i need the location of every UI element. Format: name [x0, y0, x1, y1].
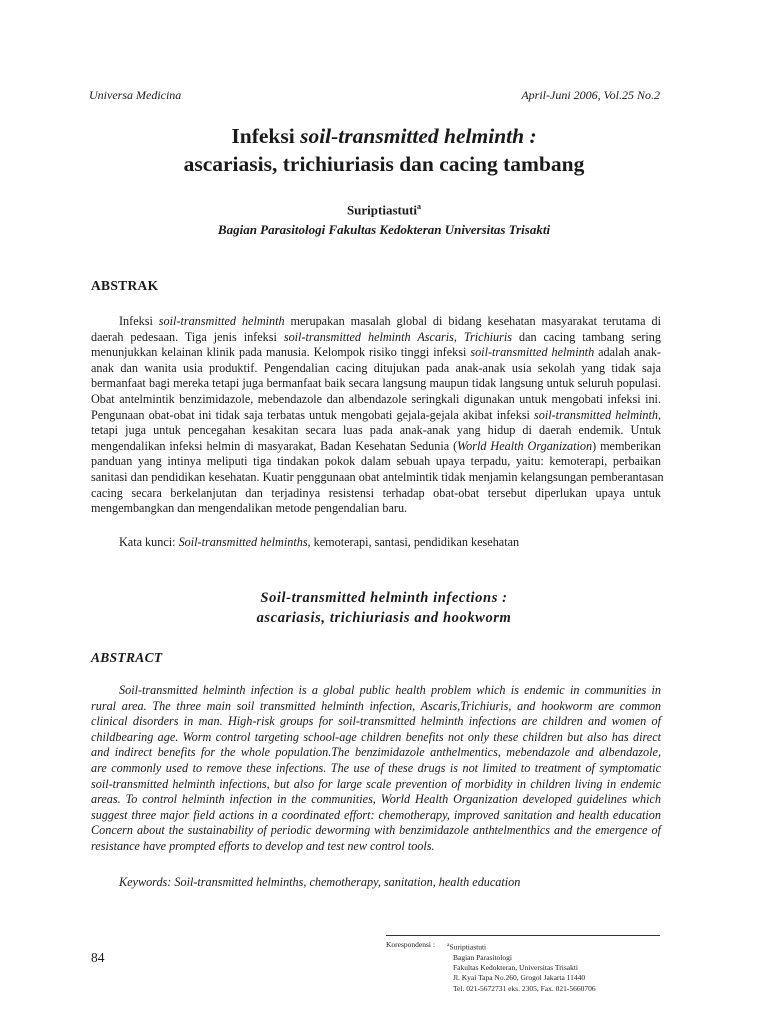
abstrak-text: sanitasi dan pendidikan kesehatan. Kuatir penggunaan obat antelmintik tidak menjamin kelangsungan pemberantasan — [91, 469, 664, 484]
abstrak-body — [91, 314, 664, 517]
abstract-body — [91, 683, 661, 855]
english-title-line-2: ascariasis, trichiuriasis and hookworm — [256, 610, 512, 626]
abstract-line — [91, 839, 661, 855]
affiliation: Bagian Parasitologi Fakultas Kedokteran Universitas Trisakti — [217, 222, 551, 237]
abstrak-text: bermanfaat bagi mereka tetapi juga bermanfaat baik secara langsung maupun tidak langsung untuk seluruh populasi. — [91, 376, 661, 391]
abstrak-line — [91, 486, 661, 502]
abstrak-italic-term: World Health Organization — [457, 438, 593, 453]
abstrak-line — [91, 314, 661, 330]
abstrak-text: , — [657, 407, 661, 422]
abstract-text: Soil-transmitted helminth infection is a global public health problem which is endemic in communities in — [119, 683, 661, 697]
abstrak-text: Pengunaan obat-obat ini tidak saja terbatas untuk mengobati gejala-gejala akibat infeksi — [91, 407, 535, 422]
abstrak-line — [91, 439, 661, 455]
abstract-text: rural area. The three main soil transmitted helminth infection, Ascaris,Trichiuris, and hookworm are common — [91, 698, 661, 713]
correspondence-address-line: Bagian Parasitologi — [453, 952, 512, 962]
abstrak-text: menunjukkan kelainan klinik pada manusia. Kelompok risiko tinggi infeksi — [91, 345, 471, 360]
article-title-line-1 — [60, 122, 708, 150]
correspondence-address-line: Fakultas Kedokteran, Universitas Trisakti — [453, 963, 578, 973]
abstrak-text: anak dan wanita usia produktif. Pengendalian cacing ditujukan pada anak-anak usia sekolah yang tidak saja — [91, 360, 661, 375]
correspondence-address-line: Jl. Kyai Tapa No.260, Grogol Jakarta 11440 — [453, 973, 586, 983]
abstract-text: resistance have prompted efforts to develop and test new control tools. — [91, 838, 435, 853]
abstract-line — [91, 745, 661, 761]
abstract-line — [91, 683, 661, 699]
correspondence-address-line: Tel. 021-5672731 eks. 2305, Fax. 021-5660706 — [453, 983, 596, 993]
abstrak-text: tetapi juga untuk pencegahan kesakitan secara luas pada anak-anak yang hidup di daerah endemik. Untuk — [91, 423, 661, 438]
correspondence-address — [447, 940, 596, 994]
abstrak-line — [91, 469, 664, 486]
abstract-line — [91, 777, 661, 793]
article-title-line-2: ascariasis, trichiuriasis dan cacing tambang — [183, 152, 585, 176]
title-plain: Infeksi — [231, 124, 301, 148]
english-title-block — [0, 588, 768, 628]
abstract-text: Concern about the sustainability of periodic deworming with benzimidazole anthtelmenthics and the emergence of — [91, 823, 661, 838]
abstrak-text: Obat antelmintik benzimidazole, mebendazole dan albendazole seringkali digunakan untuk mengobati infeksi ini. — [91, 391, 661, 406]
abstrak-italic-term: soil-transmitted helminth — [158, 314, 285, 328]
journal-name: Universa Medicina — [89, 88, 182, 102]
abstrak-text: mengendalikan infeksi helmin di masyarakat, Badan Kesehatan Sedunia ( — [91, 438, 458, 453]
abstract-heading: ABSTRACT — [91, 650, 163, 665]
abstract-text: suggest three major field actions in a coordinated effort: chemotherapy, improved sanitation and health education — [91, 807, 661, 822]
abstract-line — [91, 699, 661, 715]
abstrak-text: cacing secara berkelanjutan dan terjadinya resistensi terhadap obat-obat tersebut diperlukan upaya untuk — [91, 485, 661, 500]
abstrak-line — [91, 392, 661, 408]
abstrak-line — [91, 454, 661, 470]
abstrak-text: mengembangkan dan mengendalikan metode pengendalian baru. — [91, 501, 408, 516]
abstrak-text: daerah pedesaan. Tiga jenis infeksi — [91, 329, 284, 344]
correspondence-name: Suriptiastuti — [449, 942, 487, 952]
abstract-line — [91, 761, 661, 777]
abstrak-text: panduan yang intinya meliputi tiga tindakan pokok dalam sebuah upaya terpadu, yaitu: kemoterapi, perbaikan — [91, 454, 661, 469]
english-title-line-1: Soil-transmitted helminth infections : — [260, 590, 508, 606]
title-block — [60, 122, 708, 178]
abstrak-text: dan cacing tambang sering — [512, 329, 661, 344]
title-italic: soil-transmitted helminth : — [300, 124, 537, 148]
abstrak-text: adalah anak- — [594, 345, 661, 360]
abstract-text: are commonly used to remove these infections. The use of these drugs is not limited to treatment of symptomatic — [91, 760, 661, 775]
running-head — [89, 88, 660, 103]
abstrak-italic-term: soil-transmitted helminth — [470, 345, 595, 360]
author-name: Suriptiastuti — [346, 202, 418, 218]
abstrak-line — [91, 361, 661, 377]
abstract-text: areas. To control helminth infection in the communities, World Health Organization developed guidelines which — [91, 792, 661, 807]
abstrak-heading: ABSTRAK — [91, 278, 159, 293]
footnote-rule — [386, 935, 660, 936]
abstrak-line — [91, 376, 661, 392]
abstrak-line — [91, 330, 661, 346]
abstrak-line — [91, 423, 661, 439]
abstrak-italic-term: soil-transmitted helminth — [534, 407, 658, 422]
kata-kunci-italic: Soil-transmitted helminths, — [178, 535, 311, 549]
correspondence-name-line — [447, 940, 596, 953]
abstract-line — [91, 823, 661, 839]
abstrak-line — [91, 408, 661, 424]
abstrak-italic-term: soil-transmitted helminth Ascaris, Trichiuris — [283, 329, 513, 344]
keywords: Keywords: Soil-transmitted helminths, chemotherapy, sanitation, health education — [119, 875, 521, 889]
kata-kunci-rest: kemoterapi, santasi, pendidikan kesehatan — [310, 535, 520, 549]
correspondence-label: Korespondensi : — [386, 940, 435, 949]
abstrak-text: Infeksi — [119, 314, 159, 328]
abstract-text: clinical disorders in man. High-risk groups for soil-transmitted helminth infections are children and women of — [91, 714, 661, 729]
abstract-line — [91, 792, 661, 808]
abstrak-line — [91, 501, 661, 517]
abstract-text: and indirect benefits for the whole population.The benzimidazole anthelmentics, mebendazole and albendazole, — [91, 745, 661, 760]
abstract-line — [91, 714, 661, 730]
abstract-text: childbearing age. Worm control targeting school-age children benefits not only these children but also has direct — [91, 729, 661, 744]
abstrak-line — [91, 345, 661, 361]
abstract-text: soil-transmitted helminth infections, but also for large scale prevention of morbidity in children living in endemic — [91, 776, 661, 791]
abstrak-text: ) memberikan — [592, 438, 661, 453]
issue-info: April-Juni 2006, Vol.25 No.2 — [521, 88, 660, 102]
kata-kunci — [119, 535, 519, 550]
correspondence-sup: a — [447, 942, 450, 948]
author-sup: a — [417, 202, 422, 211]
abstrak-text: merupakan masalah global di bidang kesehatan masyarakat terutama di — [284, 314, 661, 328]
page-number: 84 — [91, 950, 105, 965]
author — [0, 202, 768, 218]
abstract-line — [91, 730, 661, 746]
abstract-line — [91, 808, 661, 824]
kata-kunci-label: Kata kunci: — [119, 535, 179, 549]
